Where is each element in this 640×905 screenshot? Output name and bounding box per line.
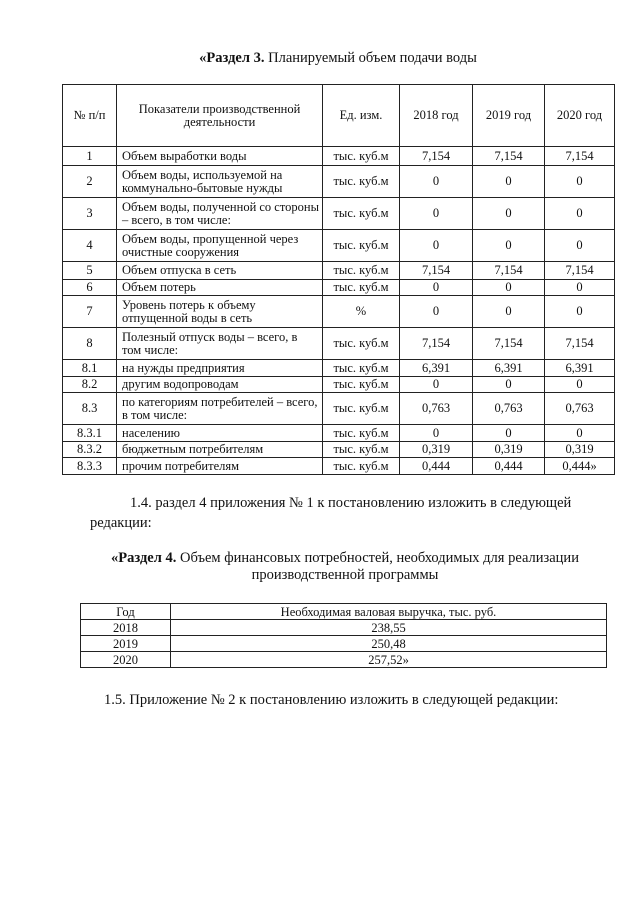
- water-supply-table: [62, 84, 615, 475]
- value-2020: 0: [545, 166, 615, 198]
- table-row: [63, 393, 615, 425]
- value-2019: 7,154: [473, 328, 545, 360]
- value-2018: 7,154: [400, 262, 473, 280]
- value-2018: 0,319: [400, 442, 473, 458]
- value-2018: 0: [400, 230, 473, 262]
- value-2018: 7,154: [400, 328, 473, 360]
- value-2018: 0: [400, 377, 473, 393]
- revenue-cell: 238,55: [171, 620, 607, 636]
- value-2020: 0: [545, 296, 615, 328]
- unit-cell: тыс. куб.м: [323, 458, 400, 475]
- unit-cell: тыс. куб.м: [323, 166, 400, 198]
- unit-cell: тыс. куб.м: [323, 262, 400, 280]
- unit-cell: тыс. куб.м: [323, 280, 400, 296]
- header-2019: 2019 год: [473, 85, 545, 147]
- value-2018: 7,154: [400, 147, 473, 166]
- value-2018: 0,444: [400, 458, 473, 475]
- value-2020: 0: [545, 230, 615, 262]
- value-2020: 7,154: [545, 147, 615, 166]
- value-2018: 0: [400, 425, 473, 442]
- table4-header-row: [81, 604, 607, 620]
- paragraph-1-4-text: 1.4. раздел 4 приложения № 1 к постановлению изложить в следующей редакции:: [90, 495, 572, 531]
- table-row: [63, 360, 615, 377]
- value-2020: 0,763: [545, 393, 615, 425]
- value-2020: 7,154: [545, 262, 615, 280]
- table-row: [63, 328, 615, 360]
- value-2018: 0: [400, 166, 473, 198]
- unit-cell: %: [323, 296, 400, 328]
- table-row: [63, 377, 615, 393]
- section4-heading: [90, 550, 600, 584]
- indicator-cell: Объем воды, используемой на коммунально-бытовые нужды: [117, 166, 323, 198]
- table-row: [63, 166, 615, 198]
- value-2020: 0: [545, 425, 615, 442]
- value-2019: 0,319: [473, 442, 545, 458]
- table-row: [63, 296, 615, 328]
- header-2020: 2020 год: [545, 85, 615, 147]
- unit-cell: тыс. куб.м: [323, 442, 400, 458]
- indicator-cell: Объем потерь: [117, 280, 323, 296]
- header-year: Год: [81, 604, 171, 620]
- table-row: [63, 147, 615, 166]
- paragraph-1-5-text: 1.5. Приложение № 2 к постановлению изложить в следующей редакции:: [104, 692, 559, 708]
- value-2019: 0: [473, 296, 545, 328]
- value-2018: 6,391: [400, 360, 473, 377]
- indicator-cell: Полезный отпуск воды – всего, в том числе:: [117, 328, 323, 360]
- row-number: 8.3.3: [63, 458, 117, 475]
- indicator-cell: Объем воды, полученной со стороны – всего, в том числе:: [117, 198, 323, 230]
- row-number: 8: [63, 328, 117, 360]
- header-2018: 2018 год: [400, 85, 473, 147]
- indicator-cell: Объем отпуска в сеть: [117, 262, 323, 280]
- indicator-cell: Уровень потерь к объему отпущенной воды в сеть: [117, 296, 323, 328]
- value-2019: 0,444: [473, 458, 545, 475]
- indicator-cell: Объем выработки воды: [117, 147, 323, 166]
- table-row: [81, 620, 607, 636]
- table-row: [63, 262, 615, 280]
- revenue-cell: 257,52»: [171, 652, 607, 668]
- unit-cell: тыс. куб.м: [323, 425, 400, 442]
- value-2019: 0: [473, 166, 545, 198]
- indicator-cell: по категориям потребителей – всего, в том числе:: [117, 393, 323, 425]
- header-unit: Ед. изм.: [323, 85, 400, 147]
- value-2018: 0: [400, 198, 473, 230]
- header-indicator: Показатели производственной деятельности: [117, 85, 323, 147]
- indicator-cell: бюджетным потребителям: [117, 442, 323, 458]
- row-number: 4: [63, 230, 117, 262]
- value-2019: 6,391: [473, 360, 545, 377]
- row-number: 8.1: [63, 360, 117, 377]
- row-number: 7: [63, 296, 117, 328]
- year-cell: 2018: [81, 620, 171, 636]
- year-cell: 2019: [81, 636, 171, 652]
- value-2020: 0: [545, 280, 615, 296]
- value-2019: 7,154: [473, 147, 545, 166]
- table-row: [63, 425, 615, 442]
- value-2019: 0: [473, 377, 545, 393]
- table-row: [63, 230, 615, 262]
- row-number: 8.2: [63, 377, 117, 393]
- unit-cell: тыс. куб.м: [323, 230, 400, 262]
- table-header-row: [63, 85, 615, 147]
- value-2020: 0,319: [545, 442, 615, 458]
- section3-heading: [62, 50, 614, 67]
- value-2019: 0: [473, 280, 545, 296]
- row-number: 1: [63, 147, 117, 166]
- value-2018: 0: [400, 296, 473, 328]
- value-2019: 0,763: [473, 393, 545, 425]
- row-number: 6: [63, 280, 117, 296]
- value-2020: 0,444»: [545, 458, 615, 475]
- indicator-cell: населению: [117, 425, 323, 442]
- table-row: [63, 198, 615, 230]
- row-number: 8.3.1: [63, 425, 117, 442]
- financial-needs-table: [80, 603, 607, 668]
- paragraph-1-4: [90, 493, 610, 533]
- indicator-cell: прочим потребителям: [117, 458, 323, 475]
- value-2019: 0: [473, 198, 545, 230]
- paragraph-1-5: [90, 690, 620, 710]
- indicator-cell: Объем воды, пропущенной через очистные сооружения: [117, 230, 323, 262]
- table-row: [63, 458, 615, 475]
- table-row: [63, 280, 615, 296]
- row-number: 5: [63, 262, 117, 280]
- value-2019: 0: [473, 425, 545, 442]
- table-row: [81, 636, 607, 652]
- section4-title-text: Объем финансовых потребностей, необходимых для реализации производственной программы: [176, 550, 579, 583]
- value-2019: 0: [473, 230, 545, 262]
- year-cell: 2020: [81, 652, 171, 668]
- section3-title-text: Планируемый объем подачи воды: [264, 50, 477, 66]
- value-2020: 0: [545, 198, 615, 230]
- row-number: 2: [63, 166, 117, 198]
- unit-cell: тыс. куб.м: [323, 198, 400, 230]
- section4-title-bold: «Раздел 4.: [111, 550, 177, 566]
- unit-cell: тыс. куб.м: [323, 147, 400, 166]
- table-row: [81, 652, 607, 668]
- header-number: № п/п: [63, 85, 117, 147]
- value-2019: 7,154: [473, 262, 545, 280]
- section3-title-bold: «Раздел 3.: [199, 50, 265, 66]
- table-row: [63, 442, 615, 458]
- unit-cell: тыс. куб.м: [323, 328, 400, 360]
- value-2020: 6,391: [545, 360, 615, 377]
- indicator-cell: другим водопроводам: [117, 377, 323, 393]
- unit-cell: тыс. куб.м: [323, 393, 400, 425]
- value-2020: 7,154: [545, 328, 615, 360]
- value-2018: 0,763: [400, 393, 473, 425]
- row-number: 8.3.2: [63, 442, 117, 458]
- row-number: 3: [63, 198, 117, 230]
- row-number: 8.3: [63, 393, 117, 425]
- unit-cell: тыс. куб.м: [323, 360, 400, 377]
- header-revenue: Необходимая валовая выручка, тыс. руб.: [171, 604, 607, 620]
- unit-cell: тыс. куб.м: [323, 377, 400, 393]
- indicator-cell: на нужды предприятия: [117, 360, 323, 377]
- value-2020: 0: [545, 377, 615, 393]
- value-2018: 0: [400, 280, 473, 296]
- revenue-cell: 250,48: [171, 636, 607, 652]
